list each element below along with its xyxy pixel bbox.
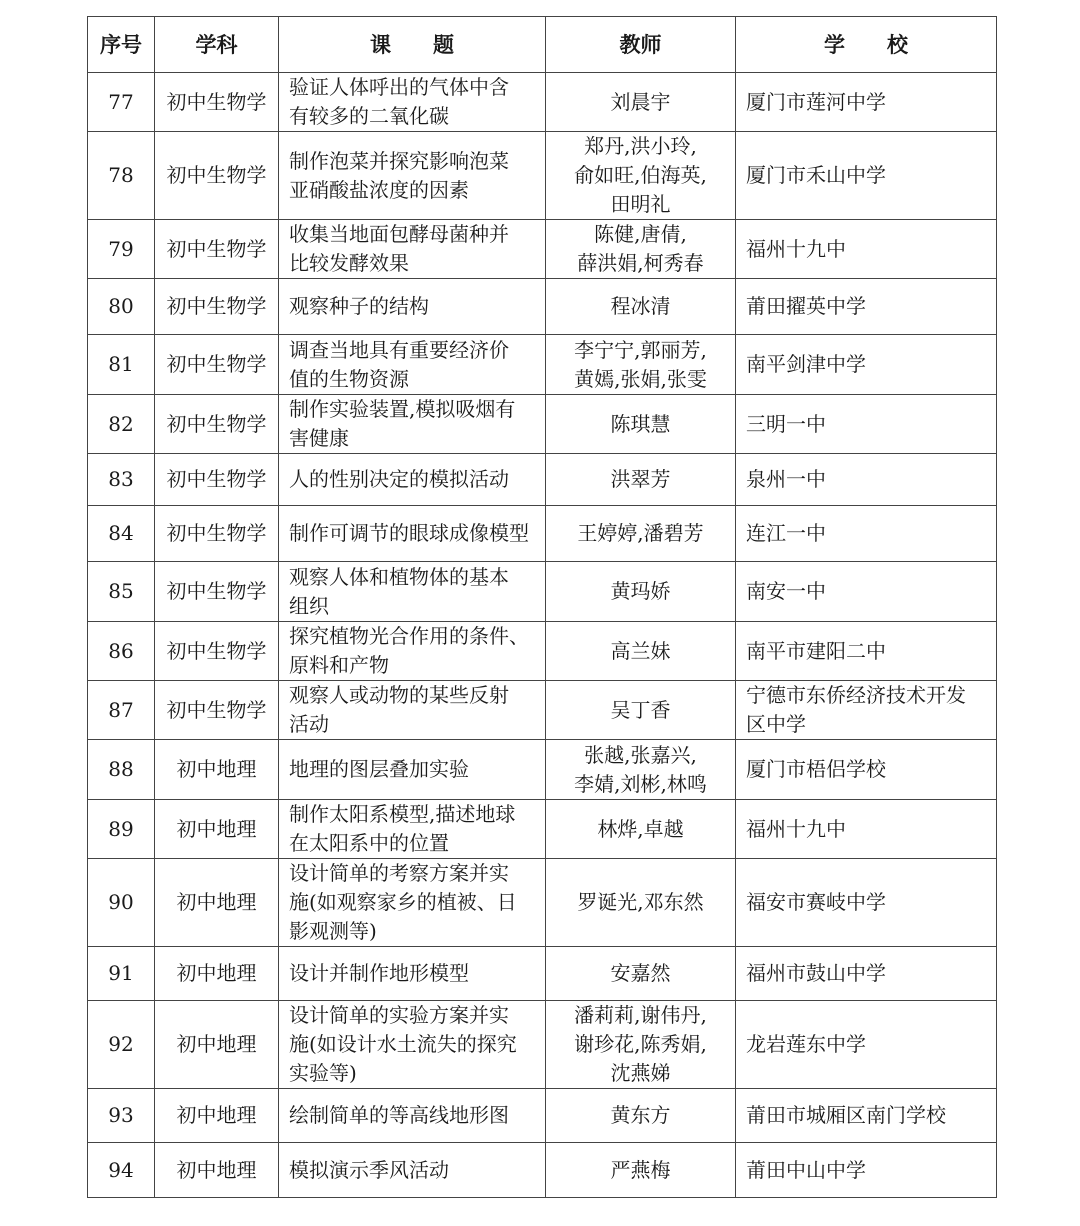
row-number: 84 (88, 506, 155, 562)
teacher-cell (546, 1089, 736, 1143)
header-subject: 学科 (155, 17, 279, 73)
school-line: 泉州一中 (746, 467, 826, 491)
row-number: 83 (88, 454, 155, 506)
topic-line: 探究植物光合作用的条件、 (289, 624, 529, 648)
header-no: 序号 (88, 17, 155, 73)
school-line: 福州十九中 (746, 816, 846, 841)
teacher-cell (546, 740, 736, 800)
row-number: 77 (88, 73, 155, 132)
table-row (88, 740, 997, 800)
teacher-line: 潘莉莉,谢伟丹, (574, 1003, 707, 1027)
teacher-cell (546, 132, 736, 220)
subject-cell: 初中生物学 (155, 220, 279, 279)
subject-cell: 初中地理 (155, 800, 279, 859)
school-cell (736, 454, 997, 506)
topic-line: 施(如设计水土流失的探究 (289, 1032, 517, 1056)
teacher-line: 洪翠芳 (610, 467, 671, 491)
teacher-cell (546, 622, 736, 681)
subject-cell: 初中生物学 (155, 395, 279, 454)
teacher-cell (546, 506, 736, 562)
teacher-cell (546, 947, 736, 1001)
school-cell (736, 947, 997, 1001)
school-line: 连江一中 (746, 521, 826, 545)
table-body (88, 73, 997, 1198)
topic-line: 亚硝酸盐浓度的因素 (289, 177, 469, 202)
teacher-cell (546, 859, 736, 947)
topic-line: 设计简单的考察方案并实 (289, 861, 509, 885)
school-line: 南安一中 (746, 579, 826, 603)
table-row (88, 335, 997, 395)
topic-cell (279, 859, 546, 947)
school-line: 福州十九中 (746, 236, 846, 261)
teacher-cell (546, 335, 736, 395)
topic-cell (279, 562, 546, 622)
subject-cell: 初中生物学 (155, 622, 279, 681)
topic-line: 制作可调节的眼球成像模型 (289, 521, 529, 545)
topic-cell (279, 279, 546, 335)
school-cell (736, 1089, 997, 1143)
topic-line: 观察人或动物的某些反射 (289, 683, 509, 707)
school-cell (736, 395, 997, 454)
topic-line: 模拟演示季风活动 (289, 1157, 449, 1182)
teacher-line: 薛洪娟,柯秀春 (577, 251, 704, 275)
table-row (88, 132, 997, 220)
school-cell (736, 681, 997, 740)
topic-line: 施(如观察家乡的植被、日 (289, 890, 517, 914)
subject-cell: 初中地理 (155, 947, 279, 1001)
school-line: 莆田中山中学 (746, 1157, 866, 1182)
topic-cell (279, 681, 546, 740)
teacher-line: 安嘉然 (610, 961, 671, 985)
table-row (88, 73, 997, 132)
teacher-line: 郑丹,洪小玲, (584, 134, 697, 158)
teacher-cell (546, 800, 736, 859)
table-row (88, 220, 997, 279)
topic-cell (279, 132, 546, 220)
teacher-line: 林烨,卓越 (597, 816, 684, 841)
subject-cell: 初中生物学 (155, 132, 279, 220)
school-cell (736, 1001, 997, 1089)
row-number: 90 (88, 859, 155, 947)
table-row (88, 562, 997, 622)
topic-cell (279, 1143, 546, 1198)
teacher-cell (546, 395, 736, 454)
school-line: 莆田市城厢区南门学校 (746, 1103, 946, 1127)
school-line: 区中学 (746, 712, 806, 736)
teacher-line: 俞如旺,伯海英, (574, 163, 707, 187)
teacher-line: 黄嫣,张娟,张雯 (574, 366, 707, 391)
teacher-line: 黄东方 (610, 1103, 671, 1127)
teacher-line: 程冰清 (610, 294, 671, 318)
topic-cell (279, 1001, 546, 1089)
row-number: 92 (88, 1001, 155, 1089)
school-line: 福安市赛岐中学 (746, 890, 886, 914)
topic-line: 绘制简单的等高线地形图 (289, 1103, 509, 1127)
row-number: 87 (88, 681, 155, 740)
header-topic: 课 题 (279, 17, 546, 73)
course-table (87, 16, 997, 1198)
school-cell (736, 1143, 997, 1198)
topic-cell (279, 73, 546, 132)
row-number: 88 (88, 740, 155, 800)
teacher-line: 陈琪慧 (610, 411, 671, 436)
teacher-line: 吴丁香 (610, 697, 671, 722)
teacher-line: 黄玛娇 (610, 579, 671, 603)
subject-cell: 初中地理 (155, 740, 279, 800)
table-row (88, 1089, 997, 1143)
teacher-cell (546, 220, 736, 279)
topic-cell (279, 506, 546, 562)
teacher-line: 李宁宁,郭丽芳, (574, 337, 707, 362)
teacher-cell (546, 562, 736, 622)
school-line: 莆田擢英中学 (746, 294, 866, 318)
topic-line: 人的性别决定的模拟活动 (289, 467, 509, 491)
teacher-line: 田明礼 (610, 192, 671, 216)
school-line: 三明一中 (746, 411, 826, 436)
teacher-cell (546, 279, 736, 335)
table-row (88, 506, 997, 562)
topic-cell (279, 395, 546, 454)
topic-cell (279, 220, 546, 279)
table-row (88, 395, 997, 454)
teacher-cell (546, 1001, 736, 1089)
row-number: 78 (88, 132, 155, 220)
school-cell (736, 132, 997, 220)
subject-cell: 初中地理 (155, 1001, 279, 1089)
topic-line: 制作实验装置,模拟吸烟有 (289, 397, 516, 421)
table-row (88, 622, 997, 681)
table-row (88, 859, 997, 947)
topic-line: 制作太阳系模型,描述地球 (289, 802, 516, 826)
row-number: 85 (88, 562, 155, 622)
topic-line: 组织 (289, 593, 329, 618)
row-number: 86 (88, 622, 155, 681)
teacher-cell (546, 73, 736, 132)
row-number: 81 (88, 335, 155, 395)
subject-cell: 初中地理 (155, 1143, 279, 1198)
topic-cell (279, 454, 546, 506)
row-number: 91 (88, 947, 155, 1001)
topic-line: 制作泡菜并探究影响泡菜 (289, 148, 509, 173)
table-row (88, 681, 997, 740)
subject-cell: 初中地理 (155, 859, 279, 947)
table-row (88, 800, 997, 859)
subject-cell: 初中生物学 (155, 335, 279, 395)
table-header-row (88, 17, 997, 73)
topic-line: 设计并制作地形模型 (289, 961, 469, 985)
teacher-line: 严燕梅 (610, 1157, 671, 1182)
school-line: 龙岩莲东中学 (746, 1032, 866, 1056)
teacher-line: 高兰妹 (610, 638, 671, 663)
row-number: 89 (88, 800, 155, 859)
topic-cell (279, 1089, 546, 1143)
school-line: 南平剑津中学 (746, 352, 866, 376)
header-teacher: 教师 (546, 17, 736, 73)
subject-cell: 初中生物学 (155, 506, 279, 562)
table-row (88, 1001, 997, 1089)
teacher-line: 李婧,刘彬,林鸣 (574, 771, 707, 796)
topic-line: 影观测等) (289, 919, 377, 943)
school-line: 厦门市梧侣学校 (746, 757, 886, 781)
table-row (88, 947, 997, 1001)
topic-cell (279, 335, 546, 395)
teacher-cell (546, 454, 736, 506)
topic-line: 实验等) (289, 1061, 357, 1085)
topic-cell (279, 740, 546, 800)
teacher-line: 谢珍花,陈秀娟, (574, 1032, 707, 1056)
teacher-line: 张越,张嘉兴, (584, 742, 697, 767)
school-line: 宁德市东侨经济技术开发 (746, 683, 966, 707)
topic-line: 收集当地面包酵母菌种并 (289, 222, 509, 246)
school-line: 厦门市禾山中学 (746, 163, 886, 187)
topic-line: 设计简单的实验方案并实 (289, 1003, 509, 1027)
topic-line: 活动 (289, 712, 329, 736)
topic-cell (279, 800, 546, 859)
school-line: 厦门市莲河中学 (746, 89, 886, 114)
subject-cell: 初中生物学 (155, 73, 279, 132)
topic-line: 比较发酵效果 (289, 251, 409, 275)
topic-cell (279, 947, 546, 1001)
topic-line: 值的生物资源 (289, 366, 409, 391)
topic-line: 观察人体和植物体的基本 (289, 564, 509, 589)
subject-cell: 初中生物学 (155, 454, 279, 506)
subject-cell: 初中生物学 (155, 279, 279, 335)
school-line: 福州市鼓山中学 (746, 961, 886, 985)
school-cell (736, 562, 997, 622)
teacher-cell (546, 681, 736, 740)
topic-line: 害健康 (289, 426, 349, 450)
row-number: 93 (88, 1089, 155, 1143)
subject-cell: 初中地理 (155, 1089, 279, 1143)
school-cell (736, 859, 997, 947)
table-row (88, 279, 997, 335)
table-row (88, 454, 997, 506)
teacher-line: 陈健,唐倩, (594, 222, 687, 246)
topic-line: 原料和产物 (289, 653, 389, 677)
topic-line: 观察种子的结构 (289, 294, 429, 318)
school-cell (736, 335, 997, 395)
row-number: 82 (88, 395, 155, 454)
school-cell (736, 800, 997, 859)
topic-line: 地理的图层叠加实验 (289, 757, 469, 781)
topic-line: 有较多的二氧化碳 (289, 104, 449, 128)
subject-cell: 初中生物学 (155, 562, 279, 622)
school-line: 南平市建阳二中 (746, 638, 886, 663)
school-cell (736, 220, 997, 279)
topic-cell (279, 622, 546, 681)
school-cell (736, 506, 997, 562)
school-cell (736, 73, 997, 132)
subject-cell: 初中生物学 (155, 681, 279, 740)
school-cell (736, 622, 997, 681)
row-number: 80 (88, 279, 155, 335)
topic-line: 在太阳系中的位置 (289, 831, 449, 855)
teacher-cell (546, 1143, 736, 1198)
school-cell (736, 279, 997, 335)
row-number: 94 (88, 1143, 155, 1198)
topic-line: 调查当地具有重要经济价 (289, 337, 509, 362)
row-number: 79 (88, 220, 155, 279)
teacher-line: 罗诞光,邓东然 (577, 890, 704, 914)
topic-line: 验证人体呼出的气体中含 (289, 75, 509, 99)
header-school: 学 校 (736, 17, 997, 73)
teacher-line: 沈燕娣 (610, 1061, 671, 1085)
teacher-line: 王婷婷,潘碧芳 (577, 521, 704, 545)
teacher-line: 刘晨宇 (610, 89, 671, 114)
table-row (88, 1143, 997, 1198)
school-cell (736, 740, 997, 800)
